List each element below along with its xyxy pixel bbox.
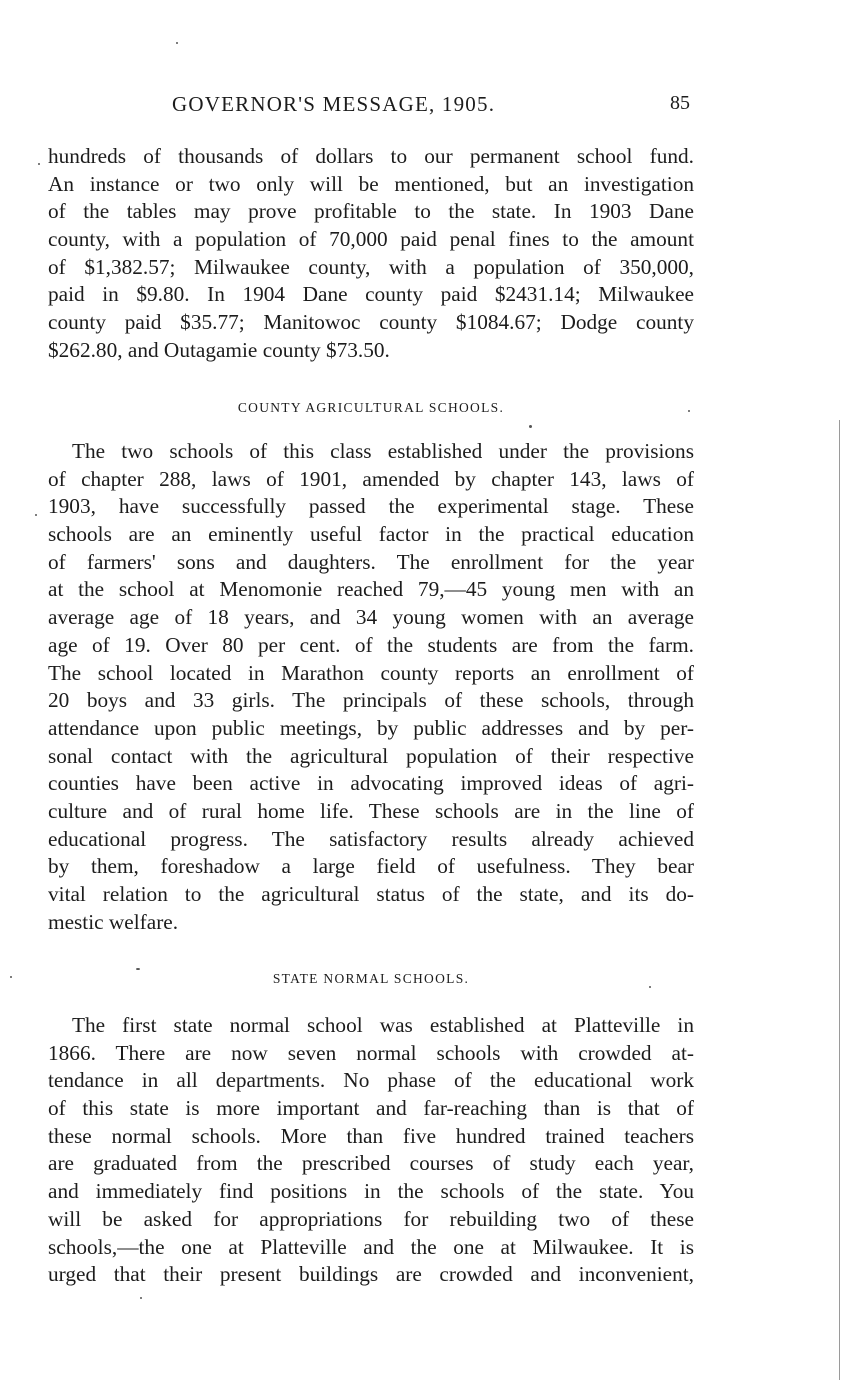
scan-speck	[35, 514, 37, 516]
text-line: 20 boys and 33 girls. The principals of these schools, through	[48, 688, 694, 713]
text-line: county, with a population of 70,000 paid penal fines to the amount	[48, 227, 694, 252]
text-line: at the school at Menomonie reached 79,—45 young men with an	[48, 577, 694, 602]
text-line: hundreds of thousands of dollars to our permanent school fund.	[48, 144, 694, 168]
scan-speck	[38, 163, 40, 165]
text-line: of $1,382.57; Milwaukee county, with a population of 350,000,	[48, 254, 694, 279]
text-line: will be asked for appropriations for rebuilding two of these	[48, 1206, 694, 1231]
text-line: schools,—the one at Platteville and the one at Milwaukee. It is	[48, 1234, 694, 1259]
scan-speck	[649, 986, 651, 988]
text-line: are graduated from the prescribed courses of study each year,	[48, 1151, 694, 1176]
scan-speck	[136, 968, 140, 970]
section-heading-state-normal-schools: STATE NORMAL SCHOOLS.	[272, 971, 470, 986]
text-line: An instance or two only will be mentioned, but an investigation	[48, 171, 694, 196]
text-line: average age of 18 years, and 34 young women with an average	[48, 605, 694, 630]
text-line: of chapter 288, laws of 1901, amended by chapter 143, laws of	[48, 466, 694, 491]
text-line: The two schools of this class established under the provisions	[72, 439, 694, 463]
scan-speck	[529, 425, 532, 428]
scan-speck	[176, 42, 178, 44]
scan-speck	[140, 1297, 142, 1299]
text-line: of this state is more important and far-reaching than is that of	[48, 1096, 694, 1121]
text-line: these normal schools. More than five hundred trained teachers	[48, 1123, 694, 1148]
text-line: age of 19. Over 80 per cent. of the students are from the farm.	[48, 632, 694, 657]
text-line: of farmers' sons and daughters. The enrollment for the year	[48, 549, 694, 574]
paragraph-school-fund	[48, 143, 694, 365]
text-line: of the tables may prove profitable to the state. In 1903 Dane	[48, 199, 694, 224]
running-head	[48, 92, 694, 122]
paragraph-county-agricultural-schools	[48, 438, 694, 936]
text-line: sonal contact with the agricultural population of their respective	[48, 743, 694, 768]
text-line: paid in $9.80. In 1904 Dane county paid $2431.14; Milwaukee	[48, 282, 694, 307]
text-line: counties have been active in advocating improved ideas of agri-	[48, 771, 694, 796]
text-line: urged that their present buildings are crowded and inconvenient,	[48, 1262, 694, 1287]
text-line: tendance in all departments. No phase of the educational work	[48, 1068, 694, 1093]
text-line: $262.80, and Outagamie county $73.50.	[48, 337, 390, 362]
text-line: attendance upon public meetings, by public addresses and by per-	[48, 715, 694, 740]
text-line: culture and of rural home life. These schools are in the line of	[48, 798, 694, 823]
section-heading-county-agricultural-schools: COUNTY AGRICULTURAL SCHOOLS.	[237, 400, 505, 415]
text-line: and immediately find positions in the schools of the state. You	[48, 1179, 694, 1204]
paragraph-state-normal-schools	[48, 1012, 694, 1289]
text-line: schools are an eminently useful factor in the practical education	[48, 522, 694, 547]
text-line: 1866. There are now seven normal schools with crowded at-	[48, 1040, 694, 1065]
scan-edge-line	[839, 420, 840, 1380]
text-line: 1903, have successfully passed the experimental stage. These	[48, 494, 694, 519]
text-line: by them, foreshadow a large field of usefulness. They bear	[48, 854, 694, 879]
text-line: county paid $35.77; Manitowoc county $1084.67; Dodge county	[48, 310, 694, 335]
text-line: The school located in Marathon county reports an enrollment of	[48, 660, 694, 685]
text-line: educational progress. The satisfactory results already achieved	[48, 826, 694, 851]
text-line: vital relation to the agricultural status of the state, and its do-	[48, 882, 694, 906]
running-title: GOVERNOR'S MESSAGE, 1905.	[172, 92, 496, 116]
text-line: The first state normal school was established at Platteville in	[72, 1013, 694, 1037]
scan-speck	[10, 976, 12, 978]
page-number: 85	[670, 92, 690, 114]
text-line: mestic welfare.	[48, 909, 179, 934]
scan-speck	[688, 410, 690, 412]
